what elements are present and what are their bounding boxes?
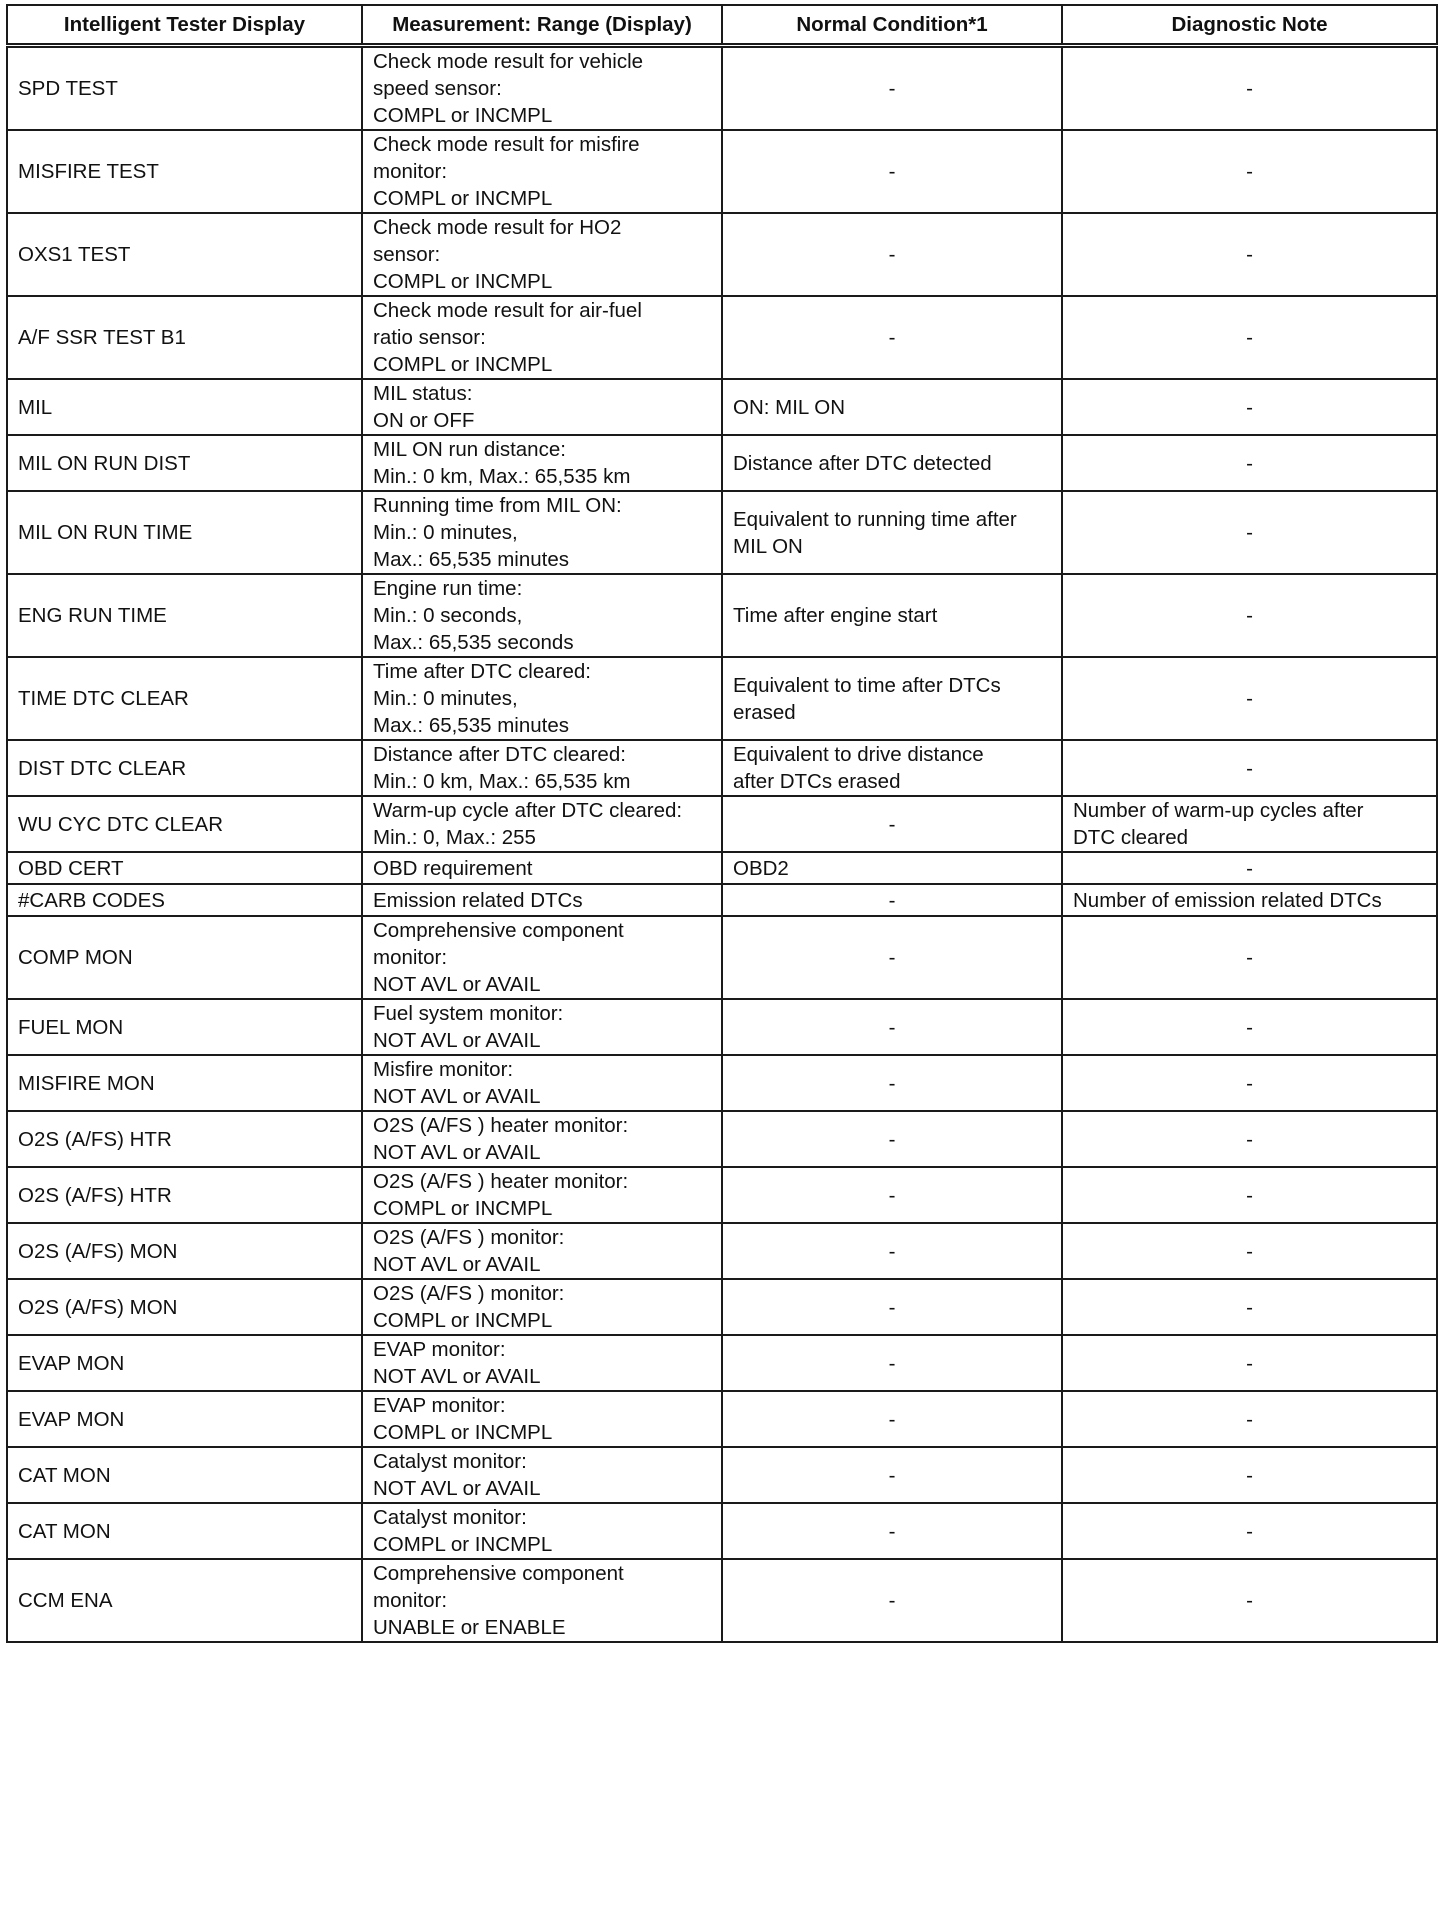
cell-normal-condition: ON: MIL ON — [722, 379, 1062, 435]
cell-tester-display: MISFIRE MON — [7, 1055, 362, 1111]
table-body — [7, 46, 1437, 1643]
cell-tester-display: SPD TEST — [7, 46, 362, 131]
table-row — [7, 1223, 1437, 1279]
cell-measurement-range: Time after DTC cleared: Min.: 0 minutes, Max.: 65,535 minutes — [362, 657, 722, 740]
cell-tester-display: EVAP MON — [7, 1335, 362, 1391]
table-row — [7, 1391, 1437, 1447]
cell-normal-condition: Equivalent to running time after MIL ON — [722, 491, 1062, 574]
cell-diagnostic-note: - — [1062, 1111, 1437, 1167]
table-row — [7, 435, 1437, 491]
table-row — [7, 1279, 1437, 1335]
cell-tester-display: O2S (A/FS) HTR — [7, 1111, 362, 1167]
cell-tester-display: O2S (A/FS) HTR — [7, 1167, 362, 1223]
cell-measurement-range: Check mode result for misfire monitor: COMPL or INCMPL — [362, 130, 722, 213]
cell-normal-condition: - — [722, 130, 1062, 213]
cell-measurement-range: EVAP monitor: NOT AVL or AVAIL — [362, 1335, 722, 1391]
cell-tester-display: MISFIRE TEST — [7, 130, 362, 213]
table-row — [7, 296, 1437, 379]
cell-diagnostic-note: - — [1062, 1167, 1437, 1223]
cell-diagnostic-note: - — [1062, 1391, 1437, 1447]
cell-diagnostic-note: - — [1062, 491, 1437, 574]
header-normal-condition: Normal Condition*1 — [722, 5, 1062, 46]
cell-tester-display: A/F SSR TEST B1 — [7, 296, 362, 379]
cell-measurement-range: Engine run time: Min.: 0 seconds, Max.: 65,535 seconds — [362, 574, 722, 657]
cell-normal-condition: - — [722, 1223, 1062, 1279]
cell-tester-display: OBD CERT — [7, 852, 362, 884]
cell-normal-condition: - — [722, 1391, 1062, 1447]
cell-normal-condition: Equivalent to time after DTCs erased — [722, 657, 1062, 740]
table-row — [7, 1447, 1437, 1503]
cell-measurement-range: Comprehensive component monitor: UNABLE or ENABLE — [362, 1559, 722, 1642]
cell-diagnostic-note: Number of emission related DTCs — [1062, 884, 1437, 916]
cell-tester-display: MIL ON RUN TIME — [7, 491, 362, 574]
table-row — [7, 1503, 1437, 1559]
cell-normal-condition: - — [722, 1167, 1062, 1223]
cell-tester-display: #CARB CODES — [7, 884, 362, 916]
cell-measurement-range: Check mode result for air-fuel ratio sensor: COMPL or INCMPL — [362, 296, 722, 379]
cell-diagnostic-note: - — [1062, 852, 1437, 884]
header-diagnostic-note: Diagnostic Note — [1062, 5, 1437, 46]
cell-diagnostic-note: - — [1062, 1335, 1437, 1391]
cell-measurement-range: MIL ON run distance: Min.: 0 km, Max.: 65,535 km — [362, 435, 722, 491]
table-header-row — [7, 5, 1437, 46]
cell-normal-condition: Distance after DTC detected — [722, 435, 1062, 491]
table-row — [7, 491, 1437, 574]
cell-normal-condition: - — [722, 1559, 1062, 1642]
cell-normal-condition: - — [722, 1279, 1062, 1335]
cell-diagnostic-note: - — [1062, 657, 1437, 740]
cell-tester-display: CCM ENA — [7, 1559, 362, 1642]
cell-diagnostic-note: - — [1062, 1559, 1437, 1642]
table-row — [7, 379, 1437, 435]
cell-measurement-range: O2S (A/FS ) monitor: NOT AVL or AVAIL — [362, 1223, 722, 1279]
cell-tester-display: O2S (A/FS) MON — [7, 1279, 362, 1335]
table-row — [7, 130, 1437, 213]
table-row — [7, 574, 1437, 657]
cell-diagnostic-note: - — [1062, 435, 1437, 491]
data-list-table — [6, 4, 1438, 1643]
cell-diagnostic-note: - — [1062, 379, 1437, 435]
table-row — [7, 1111, 1437, 1167]
cell-normal-condition: - — [722, 1111, 1062, 1167]
cell-measurement-range: OBD requirement — [362, 852, 722, 884]
cell-tester-display: TIME DTC CLEAR — [7, 657, 362, 740]
cell-measurement-range: Misfire monitor: NOT AVL or AVAIL — [362, 1055, 722, 1111]
table-row — [7, 657, 1437, 740]
table-row — [7, 1559, 1437, 1642]
cell-measurement-range: Comprehensive component monitor: NOT AVL or AVAIL — [362, 916, 722, 999]
cell-diagnostic-note: - — [1062, 213, 1437, 296]
table-row — [7, 852, 1437, 884]
table-row — [7, 213, 1437, 296]
cell-measurement-range: O2S (A/FS ) heater monitor: NOT AVL or AVAIL — [362, 1111, 722, 1167]
cell-diagnostic-note: - — [1062, 1447, 1437, 1503]
cell-normal-condition: OBD2 — [722, 852, 1062, 884]
cell-diagnostic-note: - — [1062, 1503, 1437, 1559]
table-row — [7, 1055, 1437, 1111]
table-row — [7, 1335, 1437, 1391]
cell-diagnostic-note: - — [1062, 574, 1437, 657]
cell-measurement-range: Check mode result for HO2 sensor: COMPL or INCMPL — [362, 213, 722, 296]
cell-diagnostic-note: - — [1062, 46, 1437, 131]
cell-measurement-range: O2S (A/FS ) heater monitor: COMPL or INCMPL — [362, 1167, 722, 1223]
cell-measurement-range: Distance after DTC cleared: Min.: 0 km, Max.: 65,535 km — [362, 740, 722, 796]
cell-normal-condition: Equivalent to drive distance after DTCs erased — [722, 740, 1062, 796]
cell-tester-display: WU CYC DTC CLEAR — [7, 796, 362, 852]
cell-measurement-range: O2S (A/FS ) monitor: COMPL or INCMPL — [362, 1279, 722, 1335]
table-row — [7, 999, 1437, 1055]
header-tester-display: Intelligent Tester Display — [7, 5, 362, 46]
table-row — [7, 796, 1437, 852]
cell-tester-display: O2S (A/FS) MON — [7, 1223, 362, 1279]
cell-measurement-range: Running time from MIL ON: Min.: 0 minutes, Max.: 65,535 minutes — [362, 491, 722, 574]
header-measurement-range: Measurement: Range (Display) — [362, 5, 722, 46]
cell-tester-display: OXS1 TEST — [7, 213, 362, 296]
cell-normal-condition: - — [722, 1055, 1062, 1111]
cell-normal-condition: - — [722, 1335, 1062, 1391]
cell-normal-condition: - — [722, 296, 1062, 379]
cell-tester-display: EVAP MON — [7, 1391, 362, 1447]
cell-normal-condition: - — [722, 1447, 1062, 1503]
cell-normal-condition: - — [722, 999, 1062, 1055]
cell-tester-display: MIL — [7, 379, 362, 435]
cell-tester-display: MIL ON RUN DIST — [7, 435, 362, 491]
cell-diagnostic-note: - — [1062, 130, 1437, 213]
cell-tester-display: ENG RUN TIME — [7, 574, 362, 657]
table-row — [7, 916, 1437, 999]
cell-tester-display: DIST DTC CLEAR — [7, 740, 362, 796]
cell-normal-condition: - — [722, 1503, 1062, 1559]
table-row — [7, 740, 1437, 796]
cell-tester-display: COMP MON — [7, 916, 362, 999]
cell-normal-condition: - — [722, 796, 1062, 852]
cell-normal-condition: - — [722, 46, 1062, 131]
cell-measurement-range: Emission related DTCs — [362, 884, 722, 916]
cell-measurement-range: MIL status: ON or OFF — [362, 379, 722, 435]
cell-measurement-range: Fuel system monitor: NOT AVL or AVAIL — [362, 999, 722, 1055]
table-row — [7, 1167, 1437, 1223]
data-list-table-container — [6, 4, 1438, 1643]
cell-measurement-range: Catalyst monitor: COMPL or INCMPL — [362, 1503, 722, 1559]
cell-normal-condition: - — [722, 213, 1062, 296]
cell-diagnostic-note: - — [1062, 1279, 1437, 1335]
cell-diagnostic-note: - — [1062, 296, 1437, 379]
cell-diagnostic-note: - — [1062, 916, 1437, 999]
cell-diagnostic-note: - — [1062, 740, 1437, 796]
cell-normal-condition: - — [722, 916, 1062, 999]
cell-normal-condition: - — [722, 884, 1062, 916]
cell-diagnostic-note: - — [1062, 1055, 1437, 1111]
cell-measurement-range: Warm-up cycle after DTC cleared: Min.: 0, Max.: 255 — [362, 796, 722, 852]
cell-measurement-range: Check mode result for vehicle speed sensor: COMPL or INCMPL — [362, 46, 722, 131]
cell-tester-display: CAT MON — [7, 1503, 362, 1559]
cell-diagnostic-note: - — [1062, 1223, 1437, 1279]
cell-tester-display: CAT MON — [7, 1447, 362, 1503]
cell-diagnostic-note: - — [1062, 999, 1437, 1055]
cell-diagnostic-note: Number of warm-up cycles after DTC cleared — [1062, 796, 1437, 852]
cell-tester-display: FUEL MON — [7, 999, 362, 1055]
cell-measurement-range: Catalyst monitor: NOT AVL or AVAIL — [362, 1447, 722, 1503]
cell-measurement-range: EVAP monitor: COMPL or INCMPL — [362, 1391, 722, 1447]
table-row — [7, 884, 1437, 916]
table-row — [7, 46, 1437, 131]
cell-normal-condition: Time after engine start — [722, 574, 1062, 657]
